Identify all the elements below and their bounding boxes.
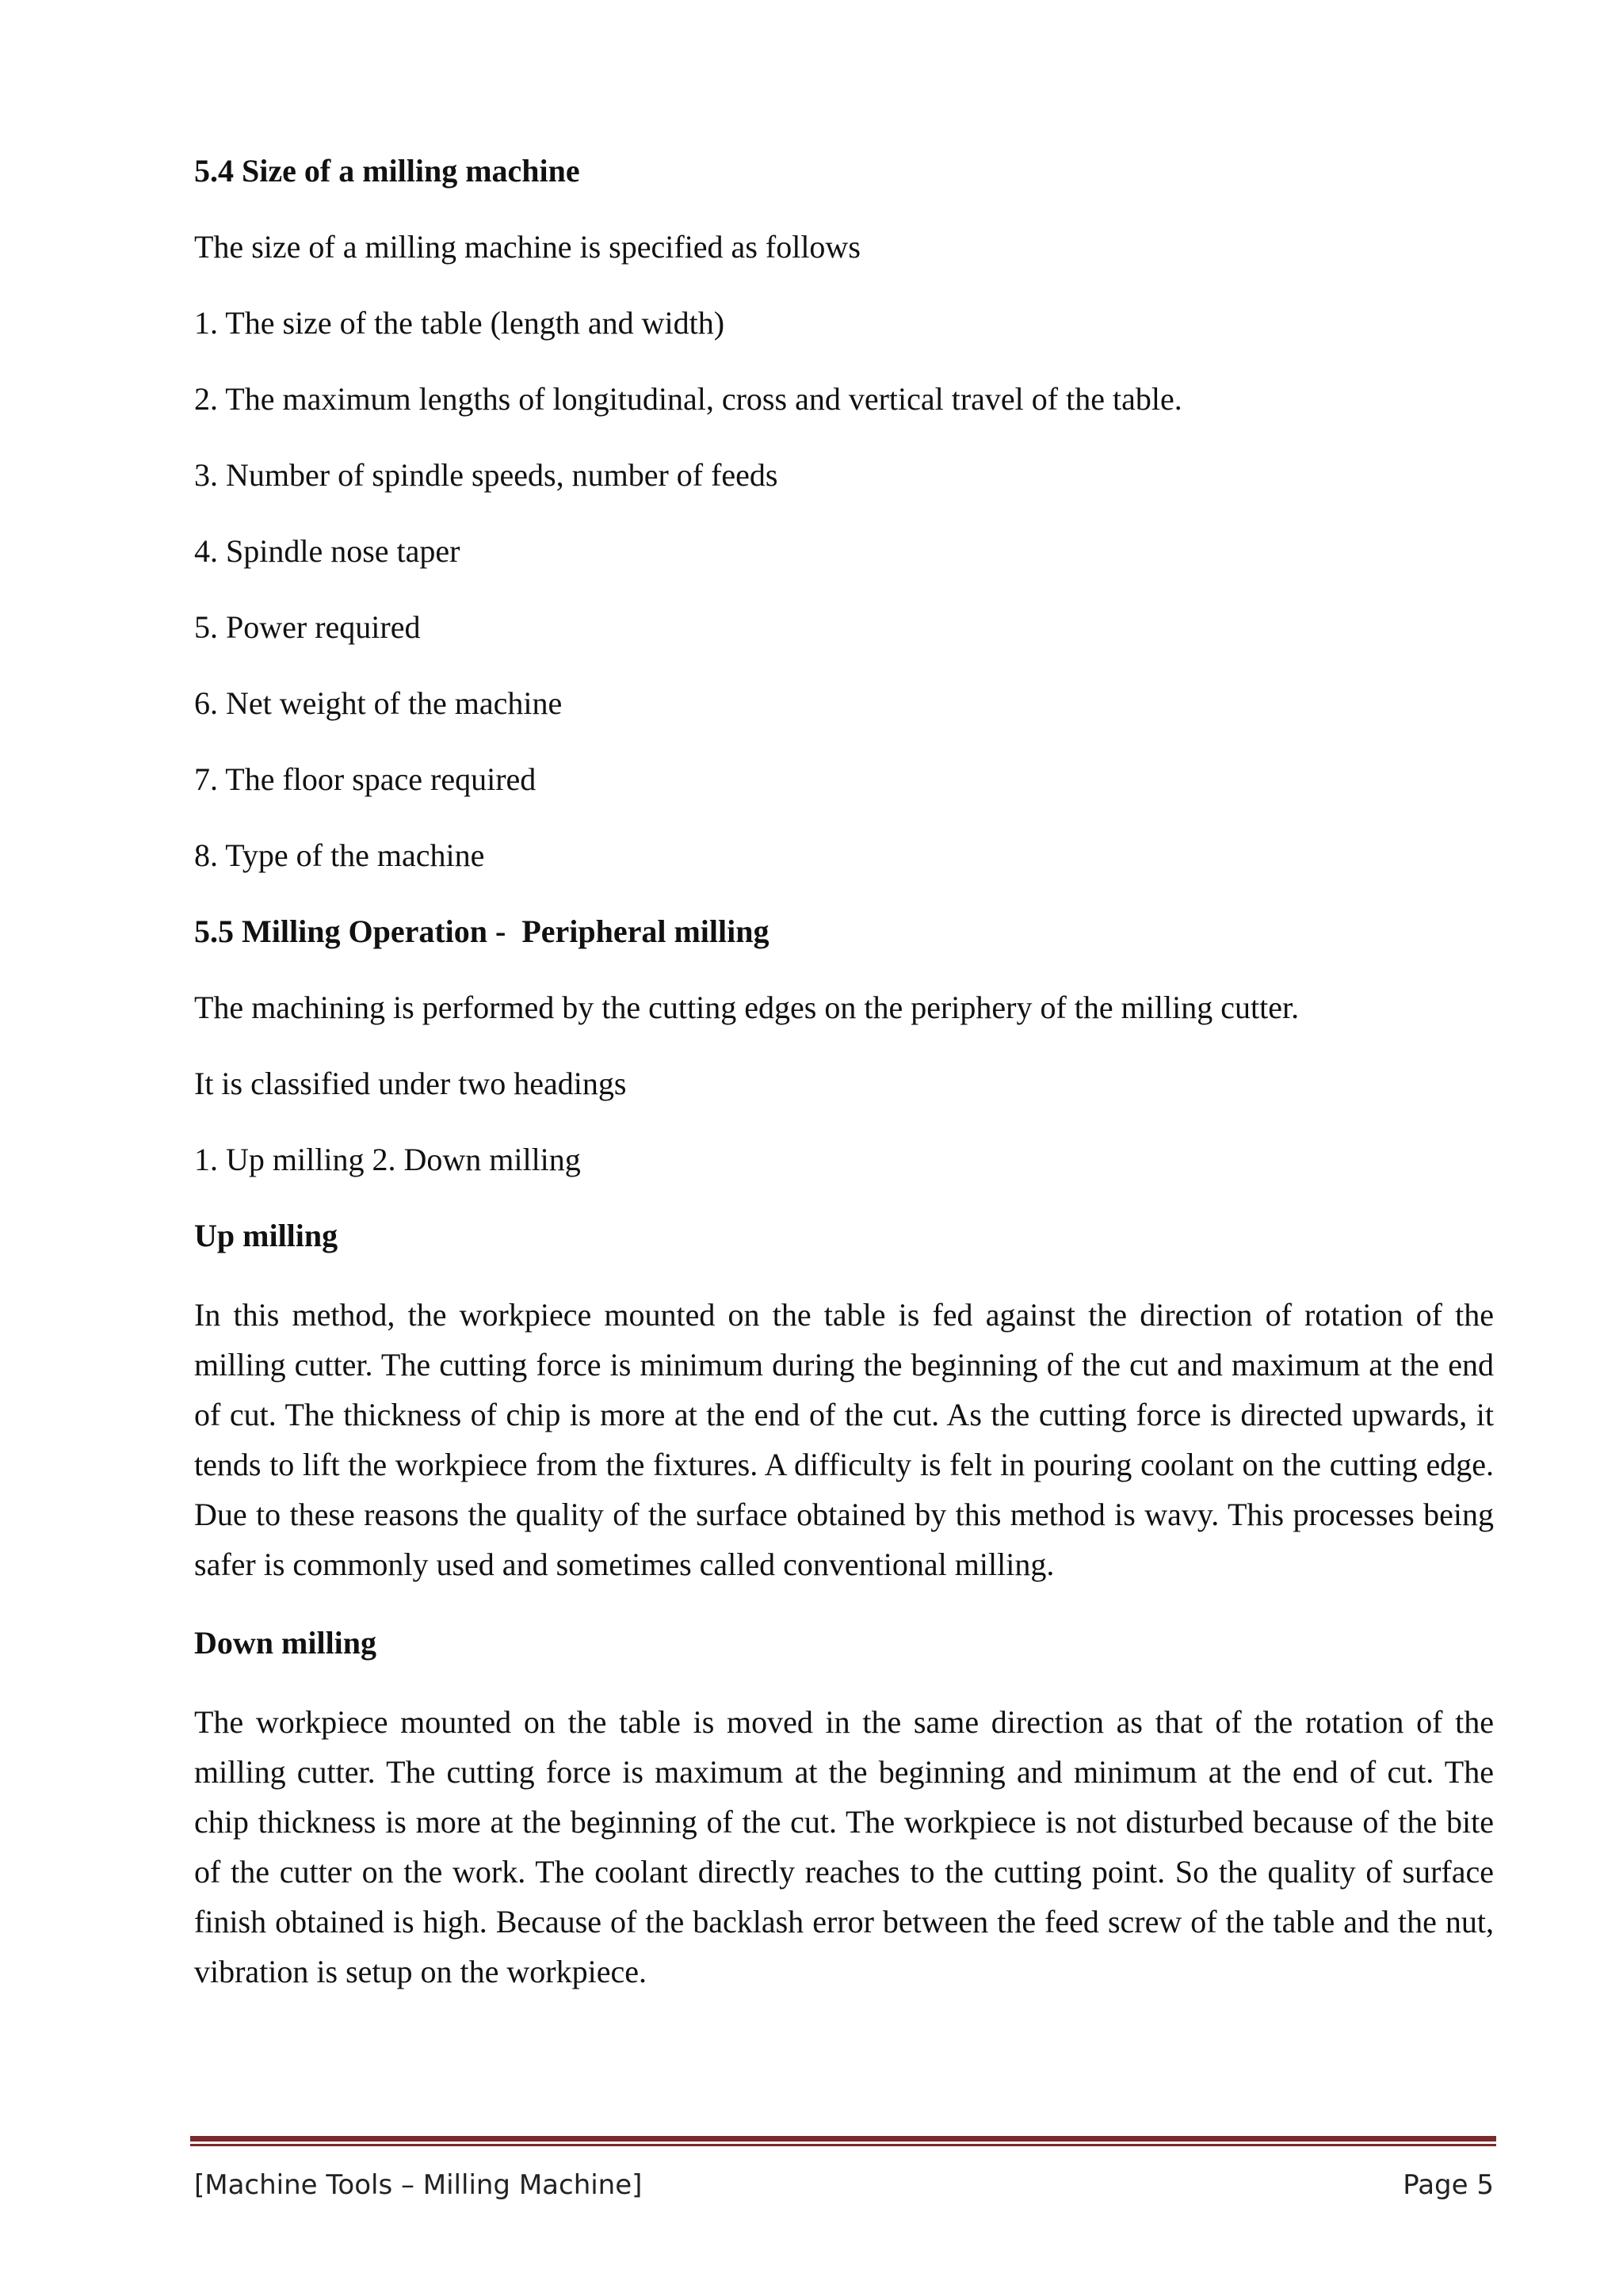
page-footer: [194, 2169, 1494, 2201]
section-heading-operation: 5.5 Milling Operation - Peripheral milling: [194, 913, 769, 949]
footer-divider: [190, 2136, 1496, 2147]
list-item: 3. Number of spindle speeds, number of feeds: [194, 457, 778, 493]
page-content: [194, 149, 1494, 2028]
up-milling-body: In this method, the workpiece mounted on the table is fed against the direction of rotation of the milling cutter. The cutting force is minimum during the beginning of the cut and maximum at the end of cut. The thickness of chip is more at the end of the cut. As the cutting force is directed upwards, it tends to lift the workpiece from the fixtures. A difficulty is felt in pouring coolant on the cutting edge. Due to these reasons the quality of the surface obtained by this method is wavy. This processes being safer is commonly used and sometimes called conventional milling.: [194, 1297, 1494, 1582]
subheading-down-milling: Down milling: [194, 1625, 377, 1661]
footer-title: [Machine Tools – Milling Machine]: [194, 2169, 643, 2201]
intro-text: The size of a milling machine is specified as follows: [194, 229, 861, 265]
page-number: Page 5: [1403, 2169, 1494, 2201]
list-item: 6. Net weight of the machine: [194, 685, 563, 721]
paragraph: 1. Up milling 2. Down milling: [194, 1142, 581, 1177]
section-heading-size: 5.4 Size of a milling machine: [194, 153, 580, 189]
subheading-up-milling: Up milling: [194, 1218, 338, 1253]
list-item: 2. The maximum lengths of longitudinal, cross and vertical travel of the table.: [194, 381, 1182, 417]
list-item: 5. Power required: [194, 609, 421, 645]
paragraph: It is classified under two headings: [194, 1066, 627, 1101]
down-milling-body: The workpiece mounted on the table is moved in the same direction as that of the rotation of the milling cutter. The cutting force is maximum at the beginning and minimum at the end of cut. The chip thickness is more at the beginning of the cut. The workpiece is not disturbed because of the bite of the cutter on the work. The coolant directly reaches to the cutting point. So the quality of surface finish obtained is high. Because of the backlash error between the feed screw of the table and the nut, vibration is setup on the workpiece.: [194, 1704, 1494, 1989]
list-item: 7. The floor space required: [194, 761, 537, 797]
paragraph: The machining is performed by the cutting edges on the periphery of the milling cutter.: [194, 990, 1300, 1025]
list-item: 1. The size of the table (length and width): [194, 305, 725, 341]
list-item: 4. Spindle nose taper: [194, 533, 460, 569]
list-item: 8. Type of the machine: [194, 837, 485, 873]
